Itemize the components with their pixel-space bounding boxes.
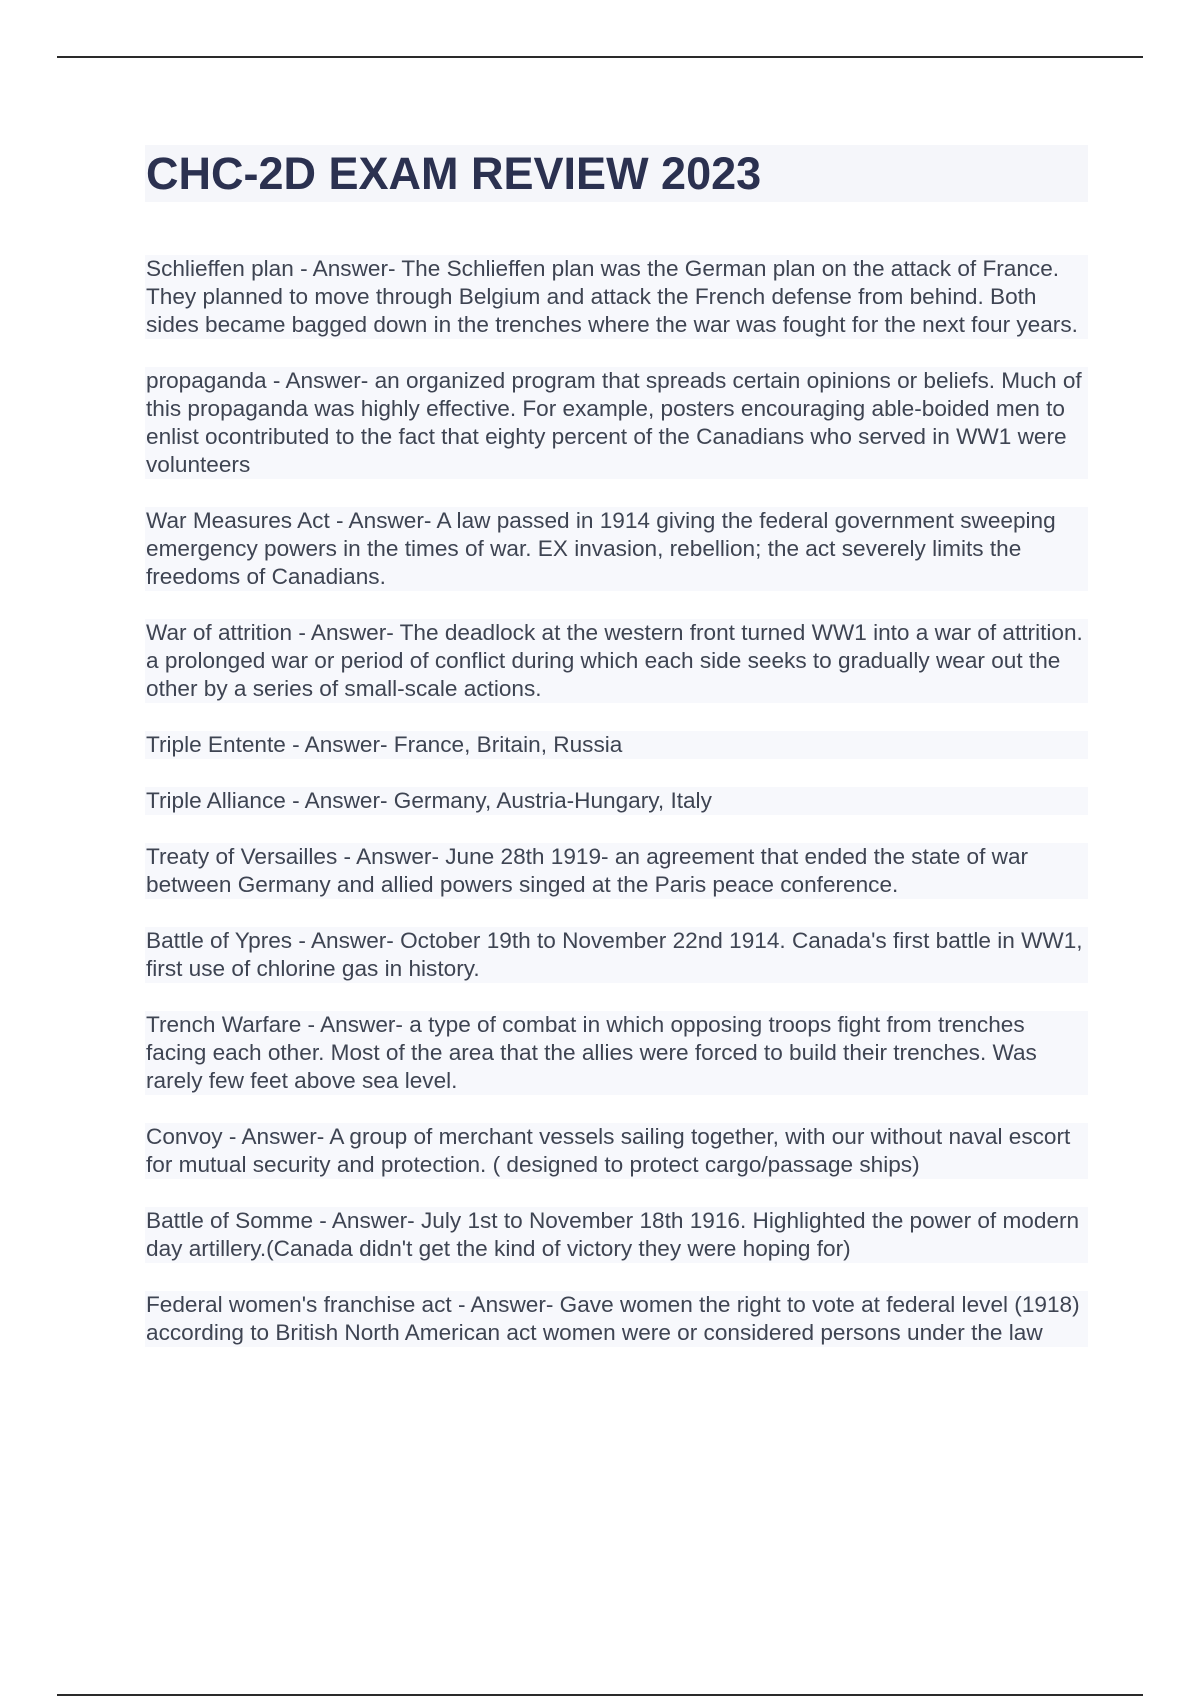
entry-war-measures-act: War Measures Act - Answer- A law passed in 1914 giving the federal government sweeping emergency powers in the times of war. EX invasion, rebellion; the act severely limits the freedoms of Canadians. bbox=[145, 507, 1088, 591]
entry-war-of-attrition: War of attrition - Answer- The deadlock at the western front turned WW1 into a war of attrition. a prolonged war or period of conflict during which each side seeks to gradually wear out the other by a series of small-scale actions. bbox=[145, 619, 1088, 703]
entry-battle-of-ypres: Battle of Ypres - Answer- October 19th to November 22nd 1914. Canada's first battle in WW1, first use of chlorine gas in history. bbox=[145, 927, 1088, 983]
entry-triple-alliance: Triple Alliance - Answer- Germany, Austria-Hungary, Italy bbox=[145, 787, 1088, 815]
entry-propaganda: propaganda - Answer- an organized program that spreads certain opinions or beliefs. Much of this propaganda was highly effective. For example, posters encouraging able-boided men to enlist ocontributed to the fact that eighty percent of the Canadians who served in WW1 were volunteers bbox=[145, 367, 1088, 479]
entry-trench-warfare: Trench Warfare - Answer- a type of combat in which opposing troops fight from trenches facing each other. Most of the area that the allies were forced to build their trenches. Was rarely few feet above sea level. bbox=[145, 1011, 1088, 1095]
bottom-rule bbox=[57, 1694, 1143, 1696]
entry-federal-womens-franchise-act: Federal women's franchise act - Answer- Gave women the right to vote at federal level (1918) according to British North American act women were or considered persons under the law bbox=[145, 1291, 1088, 1347]
entry-schlieffen-plan: Schlieffen plan - Answer- The Schlieffen plan was the German plan on the attack of France. They planned to move through Belgium and attack the French defense from behind. Both sides became bagged down in the trenches where the war was fought for the next four years. bbox=[145, 255, 1088, 339]
entry-triple-entente: Triple Entente - Answer- France, Britain, Russia bbox=[145, 731, 1088, 759]
entry-treaty-of-versailles: Treaty of Versailles - Answer- June 28th 1919- an agreement that ended the state of war between Germany and allied powers singed at the Paris peace conference. bbox=[145, 843, 1088, 899]
entry-convoy: Convoy - Answer- A group of merchant vessels sailing together, with our without naval escort for mutual security and protection. ( designed to protect cargo/passage ships) bbox=[145, 1123, 1088, 1179]
page-title: CHC-2D EXAM REVIEW 2023 bbox=[146, 148, 762, 199]
top-rule bbox=[57, 56, 1143, 58]
entry-battle-of-somme: Battle of Somme - Answer- July 1st to November 18th 1916. Highlighted the power of modern day artillery.(Canada didn't get the kind of victory they were hoping for) bbox=[145, 1207, 1088, 1263]
review-entries bbox=[145, 255, 1088, 1375]
